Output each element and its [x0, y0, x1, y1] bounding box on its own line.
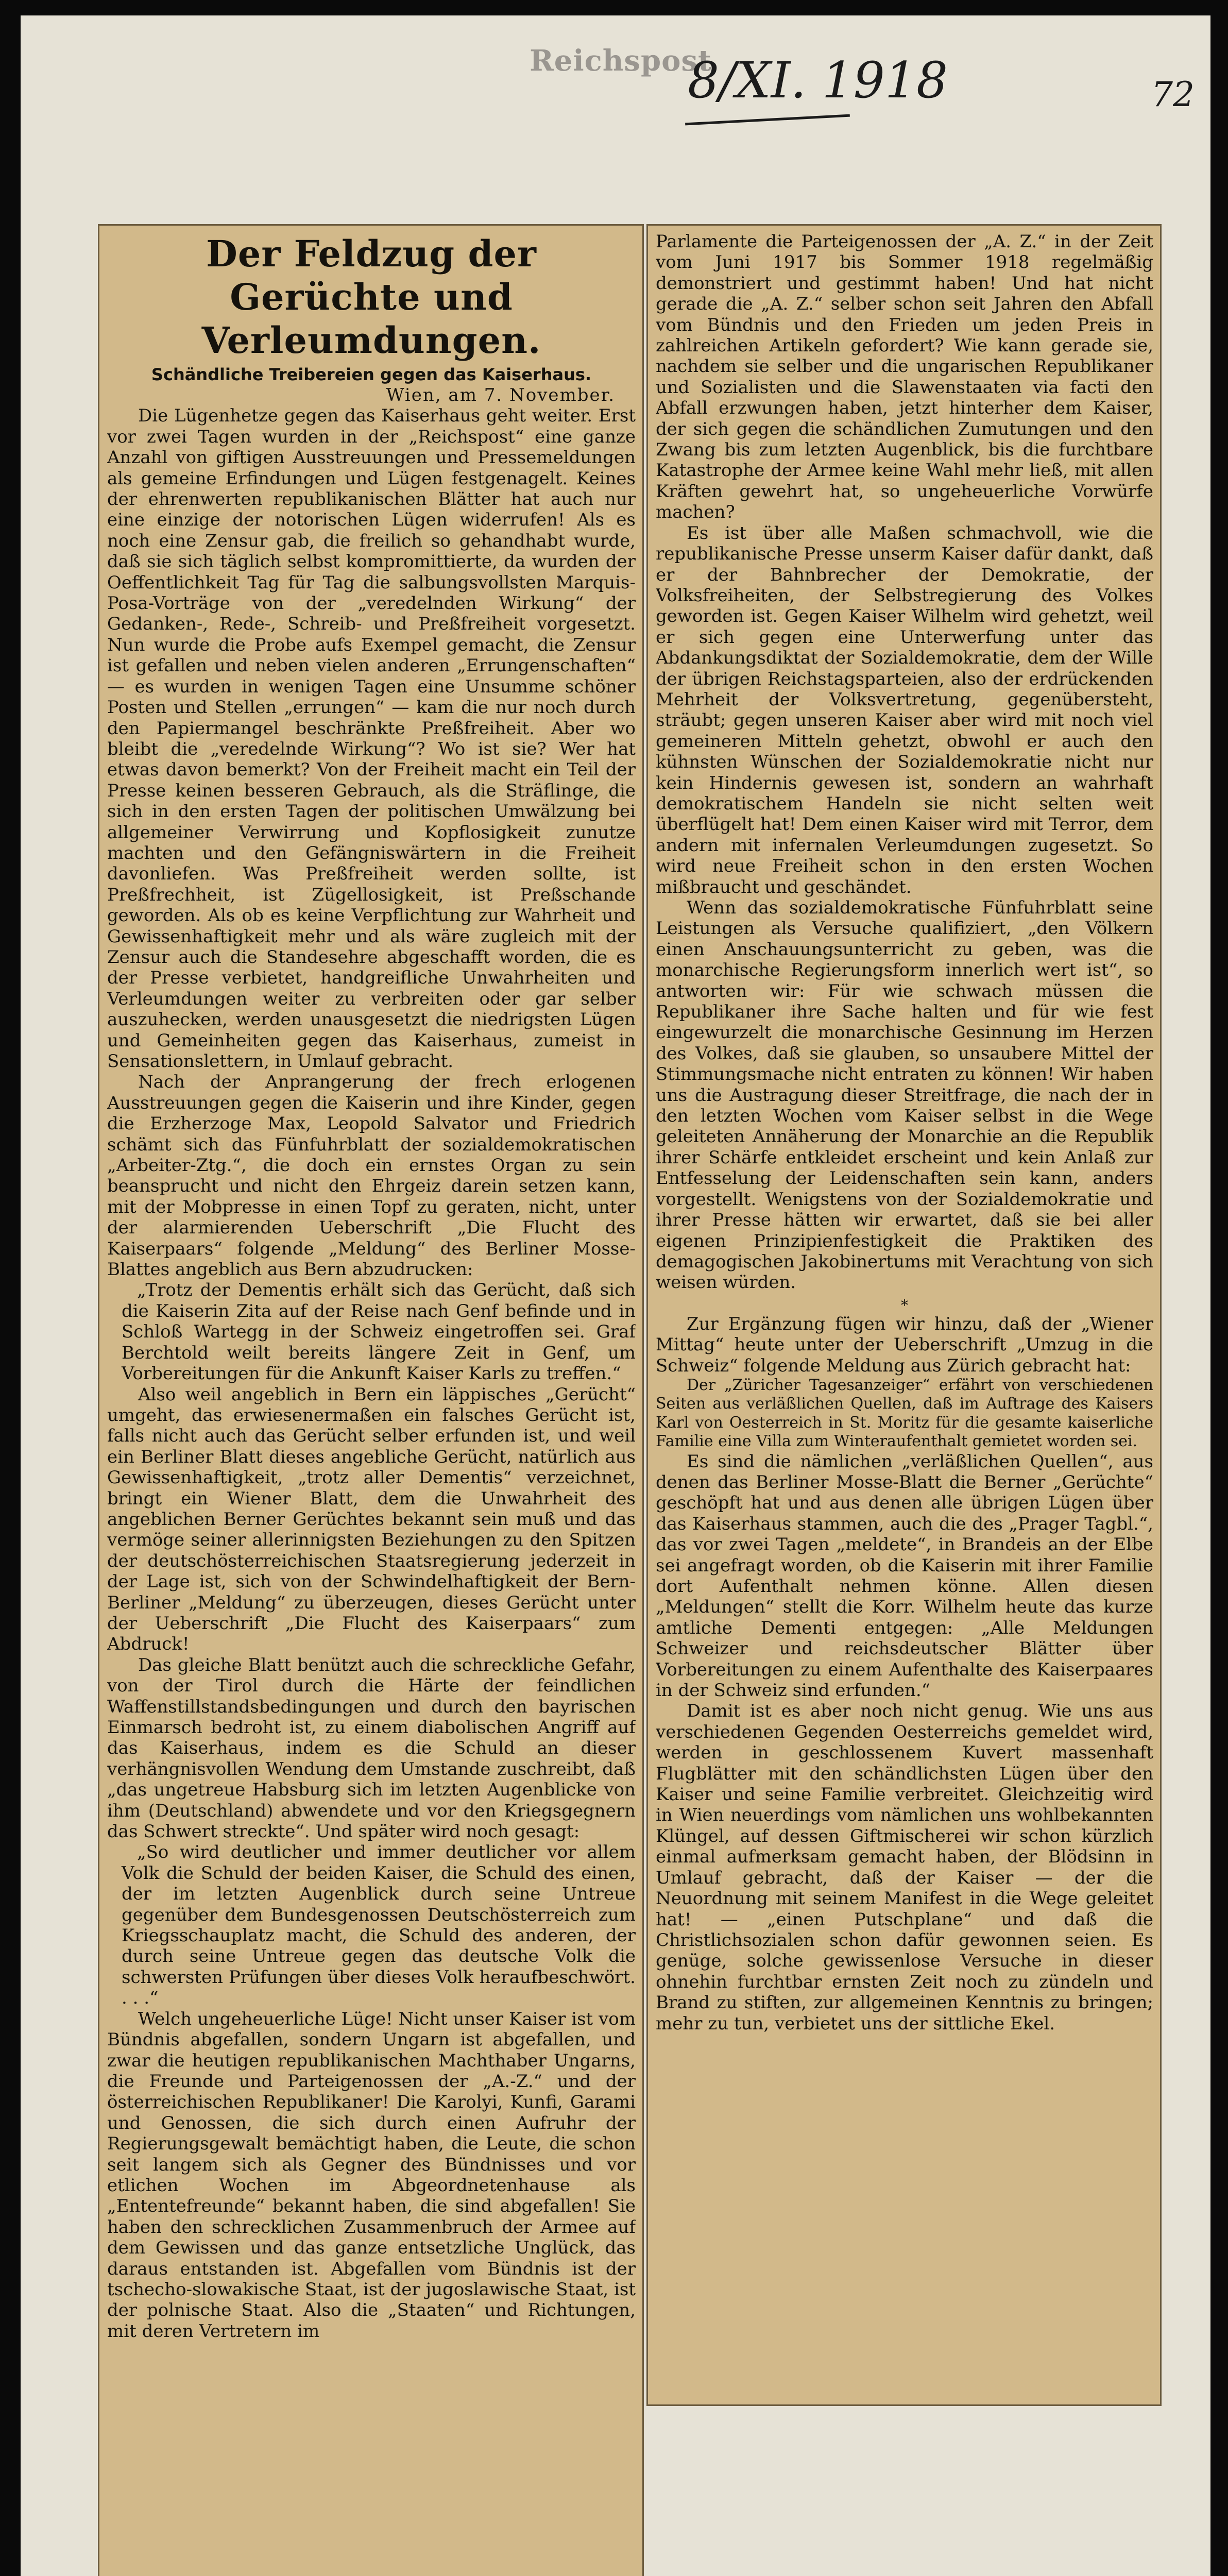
- paragraph: Das gleiche Blatt benützt auch die schreckliche Gefahr, von der Tirol durch die Härte der feindlichen Waffenstillstandsbedingungen und durch den bayrischen Einmarsch bedroht ist, zu einem diabolischen Angriff auf das Kaiserhaus, indem es die Schuld an dieser verhängnisvollen Wendung dem Umstande zuschreibt, daß „das ungetreue Habsburg sich im letzten Augenblicke von ihm (Deutschland) abwendete und vor den Kriegsgegnern das Schwert streckte“. Und später wird noch gesagt:: [107, 1654, 636, 1842]
- paragraph: Damit ist es aber noch nicht genug. Wie uns aus verschiedenen Gegenden Oesterreichs gemeldet wird, werden in geschlossenem Kuvert massenhaft Flugblätter mit den schändlichsten Lügen über den Kaiser und seine Familie verbreitet. Gleichzeitig wird in Wien neuerdings vom nämlichen uns wohlbekannten Klüngel, auf dessen Giftmischerei wir schon kürzlich einmal aufmerksam gemacht haben, der Blödsinn in Umlauf gebracht, daß der Kaiser — der die Neuordnung mit seinem Manifest in die Wege geleitet hat! — „einen Putschplane“ und daß die Christlichsozialen schon dafür gewonnen seien. Es genüge, solche gewissenlose Versuche in dieser ohnehin furchtbar ernsten Zeit noch zu zündeln und Brand zu stiften, zur allgemeinen Kenntnis zu bringen; mehr zu tun, verbietet uns der sittliche Ekel.: [656, 1701, 1153, 2034]
- paragraph: Parlamente die Parteigenossen der „A. Z.“ in der Zeit vom Juni 1917 bis Sommer 1918 regelmäßig demonstriert und gestimmt haben! Und hat nicht gerade die „A. Z.“ selber schon seit Jahren den Abfall vom Bündnis und den Frieden um jeden Preis in zahlreichen Artikeln gefordert? Wie kann gerade sie, nachdem sie selber und die ungarischen Republikaner und Sozialisten und die Slawenstaaten via facti den Abfall erzwungen haben, jetzt hinterher dem Kaiser, der sich gegen die schändlichen Zumutungen und den Zwang bis zum letzten Augenblick, bis die furchtbare Katastrophe der Armee keine Wahl mehr ließ, mit allen Kräften gewehrt hat, so ungeheuerliche Vorwürfe machen?: [656, 231, 1153, 523]
- article-subheadline: Schändliche Treibereien gegen das Kaiserhaus.: [151, 365, 592, 384]
- handwritten-date: 8/XI. 1918: [688, 52, 948, 109]
- newspaper-stamp: Reichspost: [530, 44, 712, 78]
- paragraph: Die Lügenhetze gegen das Kaiserhaus geht weiter. Erst vor zwei Tagen wurden in der „Reichspost“ eine ganze Anzahl von giftigen Ausstreuungen und Pressemeldungen als gemeine Erfindungen und Lügen festgenagelt. Keines der ehrenwerten republikanischen Blätter hat auch nur eine einzige der notorischen Lügen widerrufen! Als es noch eine Zensur gab, die freilich so gehandhabt wurde, daß sie sich täglich selbst kompromittierte, da wurden der Oeffentlichkeit Tag für Tag die salbungsvollsten Marquis-Posa-Vorträge von der „veredelnden Wirkung“ der Gedanken-, Rede-, Schreib- und Preßfreiheit vorgesetzt. Nun wurde die Probe aufs Exempel gemacht, die Zensur ist gefallen und neben vielen anderen „Errungenschaften“ — es wurden in wenigen Tagen eine Unsumme schöner Posten und Stellen „errungen“ — kam die nur noch durch den Papiermangel beschränkte Preßfreiheit. Aber wo bleibt die „veredelnde Wirkung“? Wo ist sie? Wer hat etwas davon bemerkt? Von der Freiheit macht ein Teil der Presse keinen besseren Gebrauch, als die Sträflinge, die sich in den ersten Tagen der politischen Umwälzung bei allgemeiner Verwirrung und Kopflosigkeit zunutze machten und den Gefängniswärtern in die Freiheit davonliefen. Was Preßfreiheit werden sollte, ist Preßfrechheit, ist Zügellosigkeit, ist Preßschande geworden. Als ob es keine Verpflichtung zur Wahrheit und Gewissenhaftigkeit mehr und als wäre zugleich mit der Zensur auch die Standesehre abgeschafft worden, die es der Presse verbietet, handgreifliche Unwahrheiten und Verleumdungen weiter zu verbreiten oder gar selber auszuhecken, werden unausgesetzt die niedrigsten Lügen und Gemeinheiten gegen das Kaiserhaus, zumeist in Sensationslettern, in Umlauf gebracht.: [107, 405, 636, 1072]
- paragraph: Also weil angeblich in Bern ein läppisches „Gerücht“ umgeht, das erwiesenermaßen ein falsches Gerücht ist, falls nicht auch das Gerücht selber erfunden ist, und weil ein Berliner Blatt dieses angebliche Gerücht, natürlich aus Gewissenhaftigkeit, „trotz aller Dementis“ verzeichnet, bringt ein Wiener Blatt, dem die Unwahrheit des angeblichen Berner Gerüchtes bekannt sein muß und das vermöge seiner allerinnigsten Beziehungen zu den Spitzen der deutschösterreichischen Staatsregierung jederzeit in der Lage ist, sich von der Schwindelhaftigkeit der Bern-Berliner „Meldung“ zu überzeugen, dieses Gerücht unter der Ueberschrift „Die Flucht des Kaiserpaars“ zum Abdruck!: [107, 1384, 636, 1655]
- article-headline: Der Feldzug der Gerüchte und Verleumdungen.: [201, 232, 541, 362]
- paragraph: Es sind die nämlichen „verläßlichen Quellen“, aus denen das Berliner Mosse-Blatt die Berner „Gerüchte“ geschöpft hat und aus denen alle übrigen Lügen über das Kaiserhaus stammen, auch die des „Prager Tagbl.“, das vor zwei Tagen „meldete“, in Brandeis an der Elbe sei angefragt worden, ob die Kaiserin mit ihrer Familie dort Aufenthalt nehmen könne. Allen diesen „Meldungen“ stellt die Korr. Wilhelm heute das kurze amtliche Dementi entgegen: „Alle Meldungen Schweizer und reichsdeutscher Blätter über Vorbereitungen zu einem Aufenthalte des Kaiserpaares in der Schweiz sind erfunden.“: [656, 1451, 1153, 1701]
- article-dateline: Wien, am 7. November.: [386, 385, 615, 405]
- handwritten-underline: [685, 114, 850, 126]
- paragraph: Zur Ergänzung fügen wir hinzu, daß der „Wiener Mittag“ heute unter der Ueberschrift „Umzug in die Schweiz“ folgende Meldung aus Zürich gebracht hat:: [656, 1313, 1153, 1376]
- clipping-left-column: [98, 224, 644, 2576]
- paragraph: Welch ungeheuerliche Lüge! Nicht unser Kaiser ist vom Bündnis abgefallen, sondern Ungarn ist abgefallen, und zwar die heutigen republikanischen Machthaber Ungarns, die Freunde und Parteigenossen der „A.-Z.“ und der österreichischen Republikaner! Die Karolyi, Kunfi, Garami und Genossen, die sich durch einen Aufruhr der Regierungsgewalt bemächtigt haben, die Leute, die schon seit langem sich als Gegner des Bündnisses und vor etlichen Wochen im Abgeordnetenhause als „Ententefreunde“ bekannt haben, die sind abgefallen! Sie haben den schrecklichen Zusammenbruch der Armee auf dem Gewissen und das ganze entsetzliche Unglück, das daraus entstanden ist. Abgefallen vom Bündnis ist der tschecho-slowakische Staat, ist der jugoslawische Staat, ist der polnische Staat. Also die „Staaten“ und Richtungen, mit deren Vertretern im: [107, 2008, 636, 2342]
- handwritten-page-number: 72: [1151, 75, 1195, 114]
- paragraph: Nach der Anprangerung der frech erlogenen Ausstreuungen gegen die Kaiserin und ihre Kinder, gegen die Erzherzoge Max, Leopold Salvator und Friedrich schämt sich das Fünfuhrblatt der sozialdemokratischen „Arbeiter-Ztg.“, die doch ein ernstes Organ zu sein beansprucht und nicht den Ehrgeiz darein setzen kann, mit der Mobpresse in einen Topf zu geraten, nicht, unter der alarmierenden Ueberschrift „Die Flucht des Kaiserpaars“ folgende „Meldung“ des Berliner Mosse-Blattes angeblich aus Bern abzudrucken:: [107, 1072, 636, 1280]
- quotation: „Trotz der Dementis erhält sich das Gerücht, daß sich die Kaiserin Zita auf der Reise nach Genf befinde und in Schloß Wartegg in der Schweiz eingetroffen sei. Graf Berchtold weilt bereits längere Zeit in Genf, um Vorbereitungen für die Ankunft Kaiser Karls zu treffen.“: [122, 1280, 636, 1384]
- paragraph: Wenn das sozialdemokratische Fünfuhrblatt seine Leistungen als Versuche qualifiziert, „den Völkern einen Anschauungsunterricht zu geben, was die monarchische Regierungsform innerlich wert ist“, so antworten wir: Für wie schwach müssen die Republikaner ihre Sache halten und für wie fest eingewurzelt die monarchische Gesinnung im Herzen des Volkes, daß sie glauben, so unsaubere Mittel der Stimmungsmache nicht entraten zu können! Wir haben uns die Austragung dieser Streitfrage, die nach der in den letzten Wochen vom Kaiser selbst in die Wege geleiteten Annäherung der Monarchie an die Republik ihrer Schärfe entkleidet erscheint und kein Anlaß zur Entfesselung der Leidenschaften sein kann, anders vorgestellt. Wenigstens von der Sozialdemokratie und ihrer Presse hätten wir erwartet, daß sie bei aller eigenen Prinzipienfestigkeit die Praktiken des demagogischen Jakobinertums mit Verachtung von sich weisen würden.: [656, 897, 1153, 1293]
- section-divider: *: [901, 1296, 908, 1314]
- quoted-report: Der „Züricher Tagesanzeiger“ erfährt von verschiedenen Seiten aus verläßlichen Quellen, daß im Auftrage des Kaisers Karl von Oesterreich in St. Moritz für die gesamte kaiserliche Familie eine Villa zum Winteraufenthalt gemietet worden sei.: [656, 1376, 1153, 1451]
- quotation: „So wird deutlicher und immer deutlicher vor allem Volk die Schuld der beiden Kaiser, die Schuld des einen, der im letzten Augenblick durch seine Untreue gegenüber dem Bundesgenossen Deutschösterreich zum Kriegsschauplatz macht, die Schuld des anderen, der durch seine Untreue gegen das deutsche Volk die schwersten Prüfungen über dieses Volk heraufbeschwört. . . .“: [122, 1842, 636, 2009]
- clipping-right-column: [646, 224, 1162, 2406]
- paragraph: Es ist über alle Maßen schmachvoll, wie die republikanische Presse unserm Kaiser dafür dankt, daß er der Bahnbrecher der Demokratie, der Volksfreiheiten, der Selbstregierung des Volkes geworden ist. Gegen Kaiser Wilhelm wird gehetzt, weil er sich gegen eine Unterwerfung unter das Abdankungsdiktat der Sozialdemokratie, dem der Wille der übrigen Reichstagsparteien, also der erdrückenden Mehrheit der Volksvertretung, gegenübersteht, sträubt; gegen unseren Kaiser aber wird mit noch viel gemeineren Mitteln gehetzt, obwohl er auch den kühnsten Wünschen der Sozialdemokratie nicht nur kein Hindernis gewesen ist, sondern an wahrhaft demokratischem Handeln sie nicht selten weit überflügelt hat! Dem einen Kaiser wird mit Terror, dem andern mit infernalen Verleumdungen zugesetzt. So wird neue Freiheit schon in den ersten Wochen mißbraucht und geschändet.: [656, 522, 1153, 897]
